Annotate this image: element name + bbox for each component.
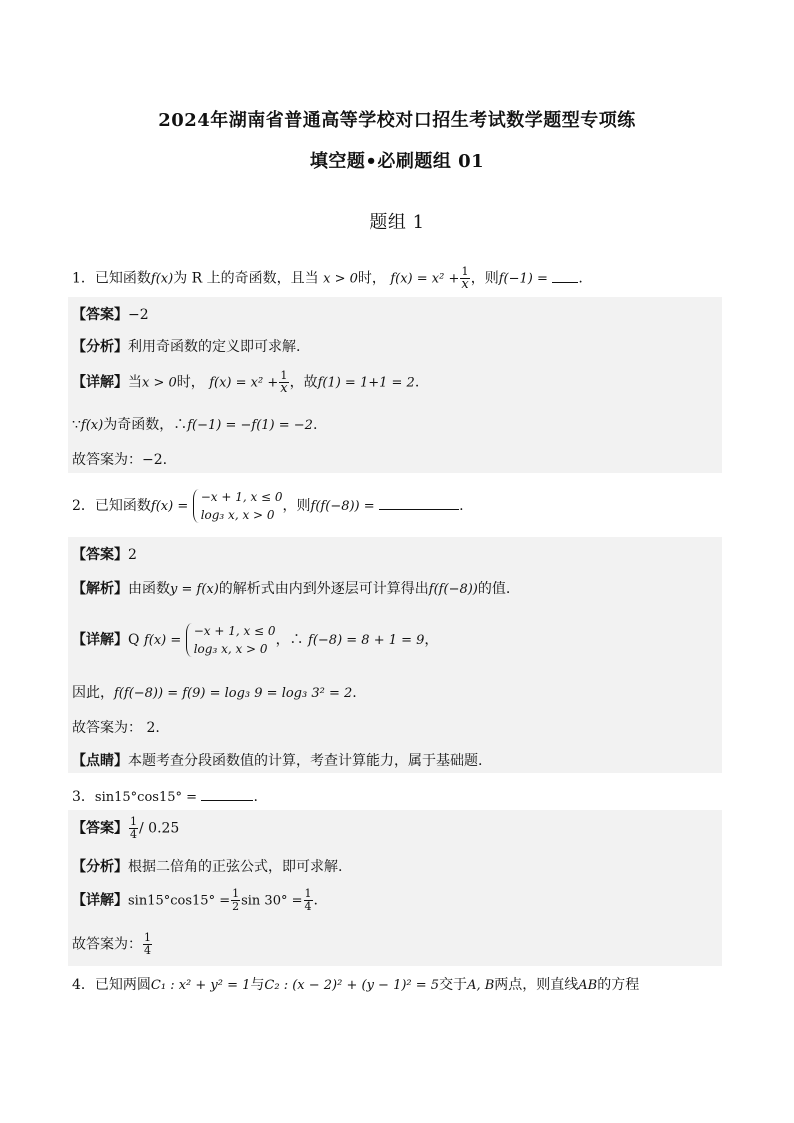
analysis-1: 【分析】利用奇函数的定义即可求解. [72, 339, 301, 355]
analysis-2: 【解析】由函数y = f(x)的解析式由内到外逐层可计算得出f(f(−8))的值. [72, 581, 511, 597]
question-2: 2．已知函数f(x) = −x + 1, x ≤ 0 log₃ x, x > 0 ，则f(f(−8)) = . [72, 490, 464, 522]
final-1: 故答案为：−2. [72, 452, 168, 468]
comment-2: 【点睛】本题考查分段函数值的计算，考查计算能力，属于基础题. [72, 753, 483, 769]
detail-1-line-2: ∵f(x)为奇函数，∴f(−1) = −f(1) = −2. [72, 417, 318, 433]
final-3: 故答案为： $\frac{1}{4}$ [72, 931, 151, 957]
final-2: 故答案为： 2. [72, 720, 160, 736]
fraction: $\frac{1}{x}$ [461, 265, 469, 292]
page-title: 2024年湖南省普通高等学校对口招生考试数学题型专项练 [158, 110, 636, 131]
page-subtitle: 填空题•必刷题组 01 [309, 151, 485, 172]
analysis-3: 【分析】根据二倍角的正弦公式，即可求解. [72, 859, 343, 875]
question-4: 4．已知两圆C₁ : x² + y² = 1与C₂ : (x − 2)² + (y − 1)² = 5交于A, B两点，则直线AB的方程 [72, 977, 640, 993]
piecewise-function: −x + 1, x ≤ 0 log₃ x, x > 0 [193, 488, 283, 524]
answer-3: 【答案】 $\frac{1}{4}$ / 0.25 [72, 815, 180, 841]
detail-2: 【详解】Q f(x) = −x + 1, x ≤ 0 log₃ x, x > 0 ，∴ f(−8) = 8 + 1 = 9， [72, 624, 439, 656]
question-3: 3．sin15°cos15° = . [72, 789, 258, 805]
question-1: 1．已知函数f(x)为 R 上的奇函数，且当 x > 0时， f(x) = x² + $\frac{1}{x}$ ，则f(−1) = . [72, 265, 583, 292]
group-heading: 题组 1 [369, 212, 425, 233]
answer-blank [201, 798, 253, 801]
answer-blank [379, 507, 459, 510]
detail-3: 【详解】sin15°cos15° = $\frac{1}{2}$ sin 30° = $\frac{1}{4}$ . [72, 887, 318, 913]
detail-2-line-2: 因此，f(f(−8)) = f(9) = log₃ 9 = log₃ 3² = 2. [72, 685, 357, 701]
answer-1: 【答案】−2 [72, 307, 149, 323]
detail-1: 【详解】当x > 0时， f(x) = x² + $\frac{1}{x}$ ，故f(1) = 1+1 = 2. [72, 369, 420, 396]
answer-2: 【答案】2 [72, 547, 137, 563]
answer-blank [552, 280, 578, 283]
